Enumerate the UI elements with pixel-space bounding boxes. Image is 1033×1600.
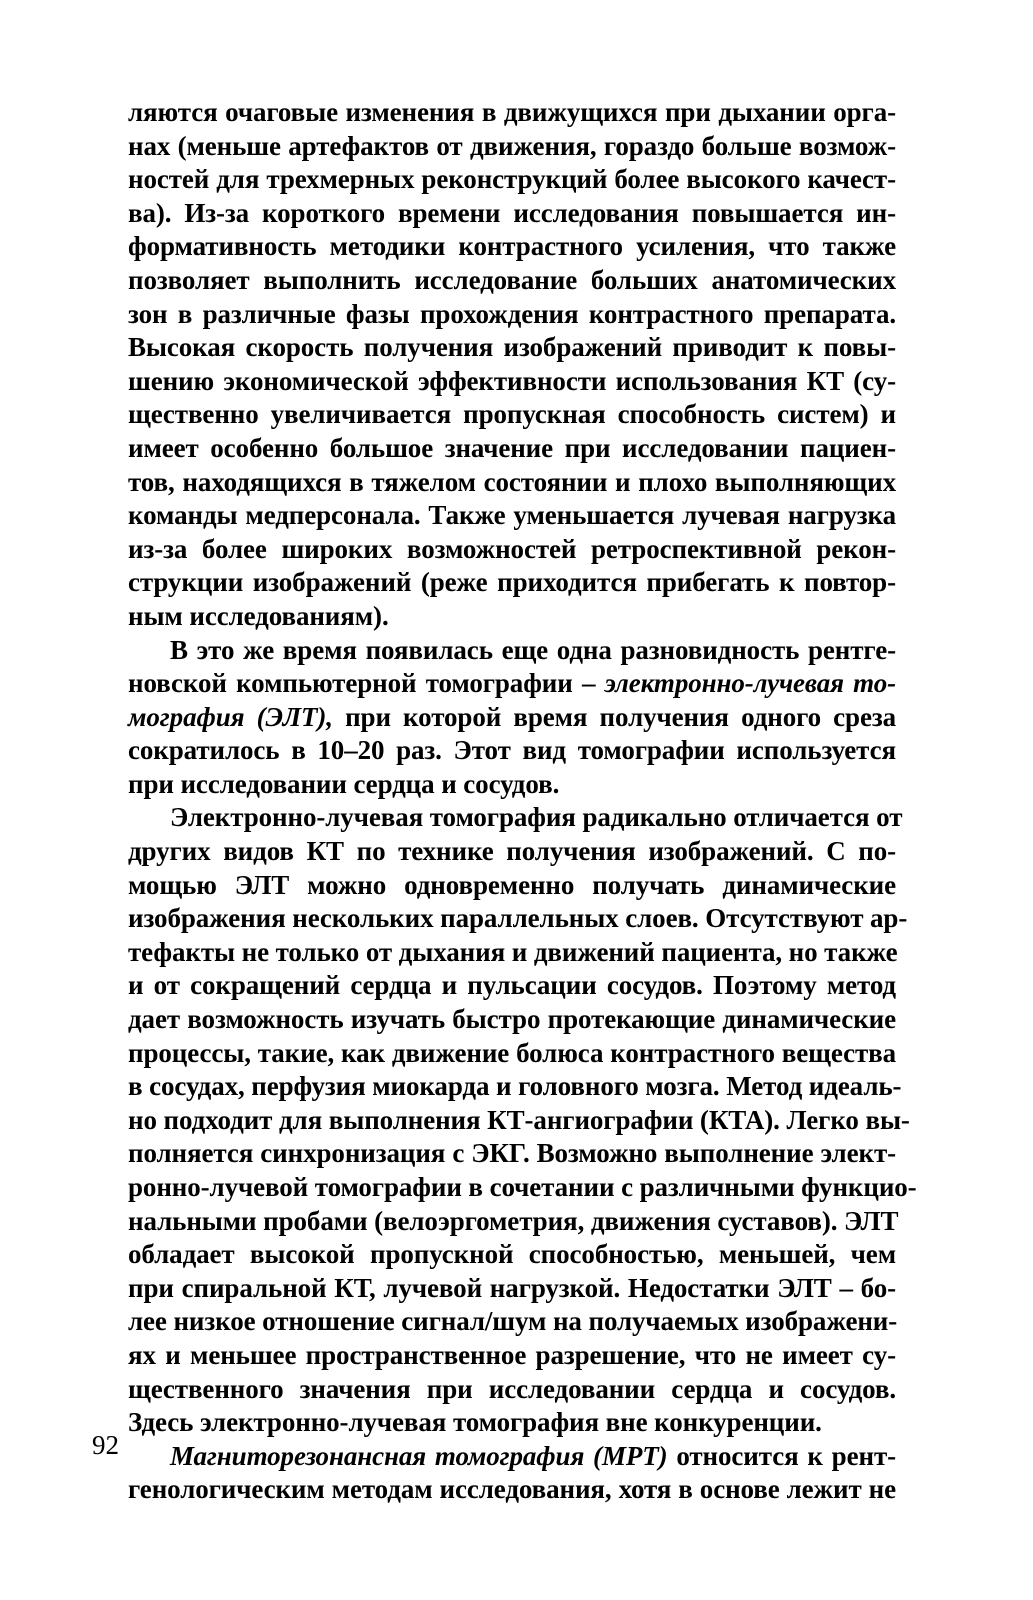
text-line: позволяет выполнить исследование больших анатомических [128,264,896,295]
text-line: Электронно-лучевая томография радикально отличается от [170,802,903,833]
text-line: изображения нескольких параллельных слоев. Отсутствуют ар- [128,903,908,934]
text-run: относится к рент- [667,1440,896,1471]
text-line: но подходит для выполнения КТ-ангиографии (КТА). Легко вы- [128,1104,910,1135]
text-line: команды медперсонала. Также уменьшается лучевая нагрузка [128,500,896,531]
text-line: сократилось в 10–20 раз. Этот вид томографии используется [128,735,896,766]
text-line: щественного значения при исследовании сердца и сосудов. [128,1373,896,1404]
text-line: Высокая скорость получения изображений приводит к повы- [128,332,896,363]
text-line [128,701,896,735]
text-line: зон в различные фазы прохождения контрастного препарата. [128,298,896,329]
text-line: из-за более широких возможностей ретроспективной рекон- [128,533,896,564]
text-line: дает возможность изучать быстро протекающие динамические [128,1004,896,1035]
text-line: лее низкое отношение сигнал/шум на получаемых изображени- [128,1306,898,1337]
body-text [128,96,917,1507]
text-line: тов, находящихся в тяжелом состоянии и плохо выполняющих [128,466,896,497]
text-line: полняется синхронизация с ЭКГ. Возможно выполнение элект- [128,1138,896,1169]
text-line: генологическим методам исследования, хотя в основе лежит не [128,1474,896,1505]
text-line: в сосудах, перфузия миокарда и головного мозга. Метод идеаль- [128,1071,902,1102]
text-line: мощью ЭЛТ можно одновременно получать динамические [128,869,896,900]
text-line: и от сокращений сердца и пульсации сосудов. Поэтому метод [128,970,896,1001]
text-line: формативность методики контрастного усиления, что также [128,231,896,262]
text-line: процессы, такие, как движение болюса контрастного вещества [128,1037,896,1068]
text-line: нальными пробами (велоэргометрия, движения суставов). ЭЛТ [128,1205,899,1236]
text-line: Здесь электронно-лучевая томография вне конкуренции. [128,1407,822,1438]
page-number: 92 [92,1430,119,1460]
text-line: шению экономической эффективности использования КТ (су- [128,365,896,396]
text-line: ва). Из-за короткого времени исследования повышается ин- [128,197,896,228]
text-run: при которой время получения одного среза [332,701,896,732]
text-line: щественно увеличивается пропускная способность систем) и [128,399,896,430]
text-line: ным исследованиям). [128,600,389,631]
text-line: ностей для трехмерных реконструкций более высокого качест- [128,164,896,195]
term-italic: мография (ЭЛТ), [128,701,333,732]
text-line: ляются очаговые изменения в движущихся при дыхании орга- [128,97,896,127]
term-italic: Магниторезонансная томография (МРТ) [170,1440,668,1471]
text-line: ях и меньшее пространственное разрешение, что не имеет су- [128,1339,896,1370]
text-line: других видов КТ по технике получения изображений. С по- [128,836,896,867]
term-italic: электронно-лучевая то- [604,668,896,699]
text-line [128,1440,896,1474]
text-line: имеет особенно большое значение при исследовании пациен- [128,432,896,463]
text-line: струкции изображений (реже приходится прибегать к повтор- [128,567,896,598]
text-line: тефакты не только от дыхания и движений пациента, но также [128,936,898,967]
text-line: обладает высокой пропускной способностью, меньшей, чем [128,1239,896,1270]
text-line: при исследовании сердца и сосудов. [128,768,560,799]
text-line [128,667,896,701]
text-line: ронно-лучевой томографии в сочетании с различными функцио- [128,1172,917,1202]
text-line: В это же время появилась еще одна разновидность рентге- [170,634,896,665]
text-line: при спиральной КТ, лучевой нагрузкой. Недостатки ЭЛТ – бо- [128,1272,896,1303]
text-run: новской компьютерной томографии – [128,668,605,699]
text-line: нах (меньше артефактов от движения, гораздо больше возмож- [128,130,896,161]
